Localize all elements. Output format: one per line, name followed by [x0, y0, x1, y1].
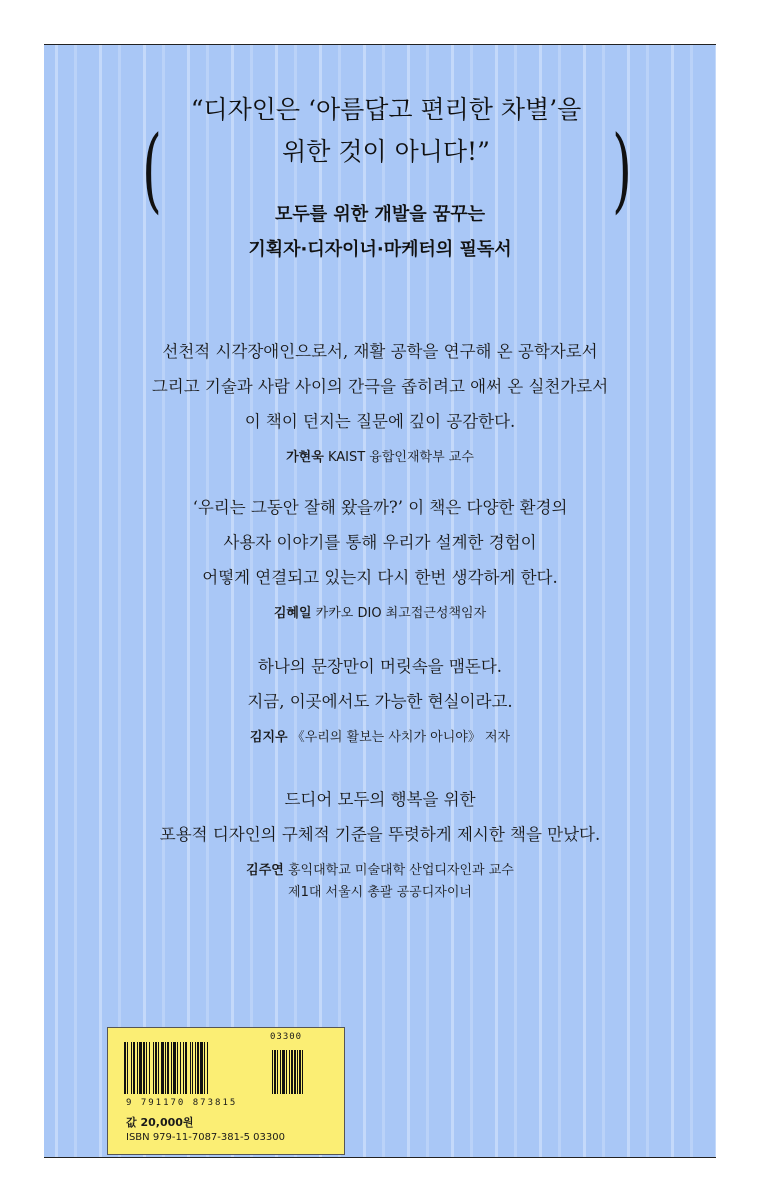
endorser-name: 김주연 — [246, 863, 284, 878]
endorser-name: 김혜일 — [273, 606, 312, 621]
barcode-bar — [195, 1042, 196, 1094]
barcode-addon-bar — [297, 1050, 298, 1094]
barcode-addon-bar — [294, 1050, 296, 1094]
endorsement-line: 어떻게 연결되고 있는지 다시 한번 생각하게 한다. — [202, 568, 558, 587]
barcode-bar — [133, 1042, 135, 1094]
barcode-bar — [165, 1042, 166, 1094]
barcode-bar — [171, 1042, 172, 1094]
endorsement-line: ‘우리는 그동안 잘해 왔을까?’ 이 책은 다양한 환경의 — [192, 498, 568, 517]
barcode-bar — [180, 1042, 181, 1094]
barcode-bar — [183, 1042, 184, 1094]
barcode-bar — [124, 1042, 126, 1094]
barcode-addon-bar — [299, 1050, 301, 1094]
endorsement-text — [44, 490, 716, 595]
barcode-bar — [131, 1042, 132, 1094]
barcode-bar — [149, 1042, 150, 1094]
barcode-bar — [161, 1042, 164, 1094]
barcode-bar — [204, 1042, 205, 1094]
endorsement-line: 그리고 기술과 사람 사이의 간극을 좁히려고 애써 온 실천가로서 — [151, 377, 609, 396]
endorsement-line: 하나의 문장만이 머릿속을 맴돈다. — [257, 657, 503, 676]
barcode-addon-bar — [280, 1050, 281, 1094]
subtitle-line-1: 모두를 위한 개발을 꿈꾸는 — [274, 204, 486, 225]
endorser-role: 《우리의 활보는 사치가 아니야》 저자 — [291, 730, 511, 745]
barcode-bar — [139, 1042, 142, 1094]
barcode-bar — [185, 1042, 187, 1094]
barcode-addon-bar — [282, 1050, 285, 1094]
barcode-bar — [192, 1042, 193, 1094]
endorser-name: 김지우 — [249, 730, 288, 745]
endorsement-1 — [44, 334, 716, 469]
endorsement-line: 포용적 디자인의 구체적 기준을 뚜렷하게 제시한 책을 만났다. — [159, 825, 601, 844]
left-parenthesis: ( — [142, 116, 162, 223]
barcode-number: 9 791170 873815 — [126, 1098, 238, 1108]
barcode-addon-number: 03300 — [270, 1032, 303, 1042]
endorsement-4 — [44, 782, 716, 904]
endorsement-line: 사용자 이야기를 통해 우리가 설계한 경험이 — [223, 533, 537, 552]
barcode-bar — [190, 1042, 191, 1094]
barcode-addon-bar — [289, 1050, 290, 1094]
barcode-image — [124, 1042, 324, 1094]
barcode-bar — [127, 1042, 128, 1094]
endorser-role: 카카오 DIO 최고접근성책임자 — [315, 606, 487, 621]
price: 값 20,000원 — [126, 1116, 194, 1129]
endorser — [44, 447, 716, 469]
endorsement-line: 선천적 시각장애인으로서, 재활 공학을 연구해 온 공학자로서 — [162, 342, 598, 361]
endorsement-2 — [44, 490, 716, 625]
endorser — [44, 603, 716, 625]
endorsement-text — [44, 334, 716, 439]
barcode-bar — [146, 1042, 147, 1094]
endorser-role: 홍익대학교 미술대학 산업디자인과 교수 — [287, 863, 514, 878]
barcode-addon-bar — [274, 1050, 276, 1094]
barcode-bar — [167, 1042, 169, 1094]
endorsement-line: 드디어 모두의 행복을 위한 — [284, 790, 476, 809]
barcode-addon-bar — [291, 1050, 293, 1094]
barcode-bar — [158, 1042, 159, 1094]
barcode-bar — [153, 1042, 154, 1094]
barcode-addon-bar — [277, 1050, 278, 1094]
endorser — [44, 860, 716, 904]
barcode-bar — [200, 1042, 203, 1094]
endorser — [44, 727, 716, 749]
endorsement-line: 이 책이 던지는 질문에 깊이 공감한다. — [244, 412, 516, 431]
barcode-bar — [207, 1042, 208, 1094]
endorsement-text — [44, 782, 716, 852]
barcode-bar — [177, 1042, 178, 1094]
endorser-role-2: 제1대 서울시 총괄 공공디자이너 — [288, 885, 472, 900]
endorsement-line: 지금, 이곳에서도 가능한 현실이라고. — [247, 692, 513, 711]
barcode-bar — [143, 1042, 145, 1094]
endorsement-3 — [44, 649, 716, 749]
barcode-bar — [155, 1042, 157, 1094]
endorser-name: 가현욱 — [286, 450, 324, 465]
headline-line-1: “디자인은 ‘아름답고 편리한 차별’을 — [190, 95, 582, 124]
barcode-addon-bar — [286, 1050, 287, 1094]
headline-line-2: 위한 것이 아니다!” — [282, 137, 490, 166]
right-parenthesis: ) — [612, 116, 632, 223]
barcode-bar — [173, 1042, 176, 1094]
barcode-addon-bar — [302, 1050, 303, 1094]
barcode-bar — [197, 1042, 199, 1094]
barcode-label — [107, 1027, 345, 1155]
isbn: ISBN 979-11-7087-381-5 03300 — [126, 1132, 285, 1143]
subtitle-line-2: 기획자·디자이너·마케터의 필독서 — [248, 239, 512, 260]
barcode-bar — [137, 1042, 138, 1094]
barcode-addon-bar — [272, 1050, 273, 1094]
endorser-role: KAIST 융합인재학부 교수 — [327, 450, 474, 465]
endorsement-text — [44, 649, 716, 719]
